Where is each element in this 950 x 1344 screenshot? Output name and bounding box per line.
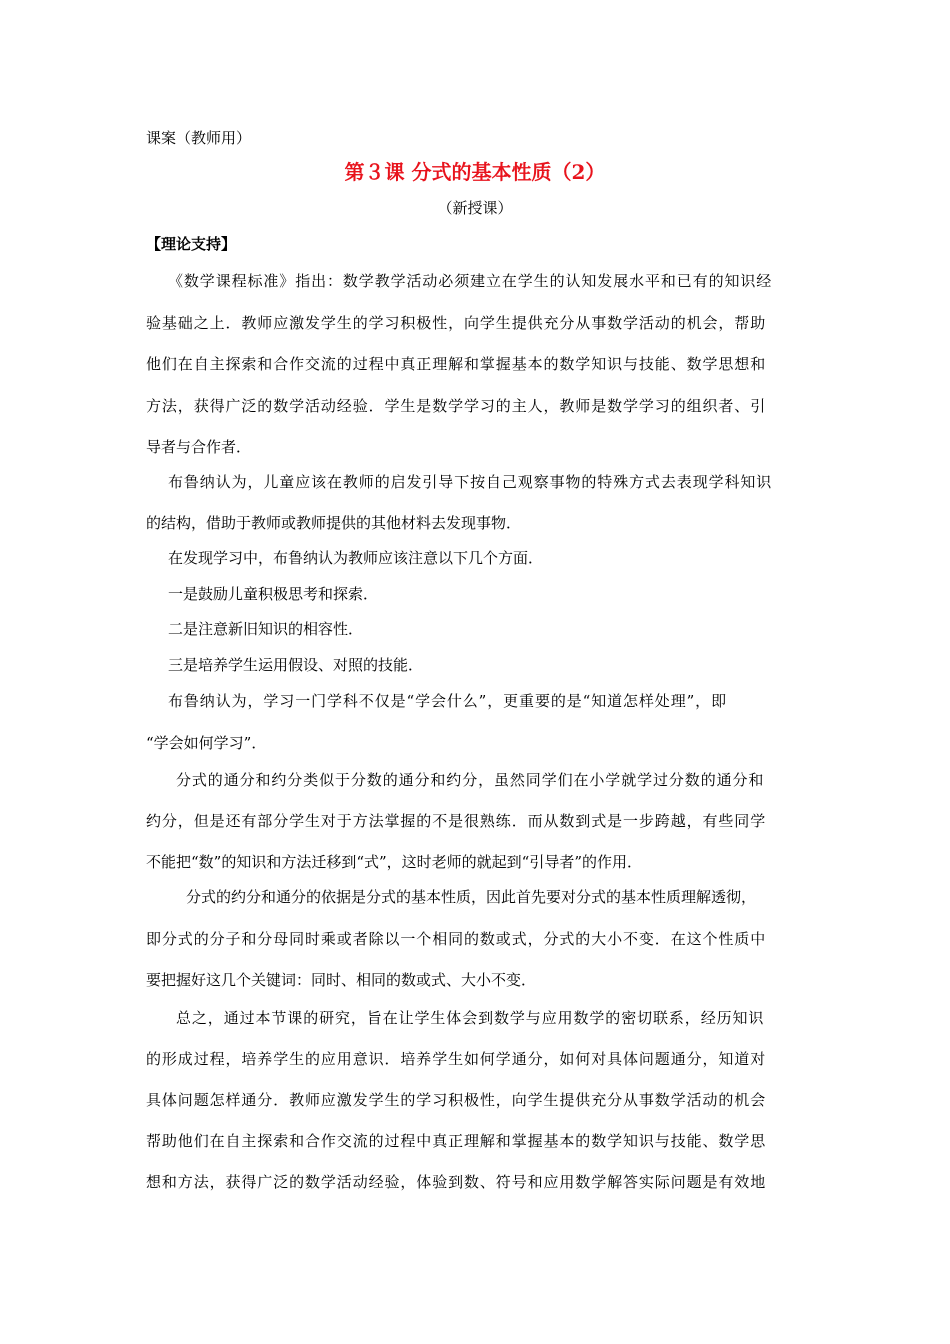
body-line: 二是注意新旧知识的相容性． (168, 620, 364, 638)
header-label: 课案（教师用） (146, 129, 252, 147)
body-line: 具体问题怎样通分．教师应激发学生的学习积极性，向学生提供充分从事数学活动的机会 (146, 1091, 767, 1109)
body-line: 约分，但是还有部分学生对于方法掌握的不是很熟练．而从数到式是一步跨越，有些同学 (146, 812, 767, 830)
page-title: 第３课 分式的基本性质（2） (344, 160, 606, 184)
body-line: 三是培养学生运用假设、对照的技能． (168, 656, 424, 674)
body-line: 《数学课程标准》指出：数学教学活动必须建立在学生的认知发展水平和已有的知识经 (168, 272, 773, 290)
body-line: 他们在自主探索和合作交流的过程中真正理解和掌握基本的数学知识与技能、数学思想和 (146, 355, 767, 373)
page-subtitle: （新授课） (437, 199, 513, 217)
body-line: 一是鼓励儿童积极思考和探索． (168, 585, 379, 603)
body-line: 在发现学习中，布鲁纳认为教师应该注意以下几个方面． (168, 549, 544, 567)
body-line: 总之，通过本节课的研究，旨在让学生体会到数学与应用数学的密切联系，经历知识 (176, 1009, 765, 1027)
body-line: 的形成过程，培养学生的应用意识．培养学生如何学通分，如何对具体问题通分，知道对 (146, 1050, 767, 1068)
body-line: 分式的通分和约分类似于分数的通分和约分，虽然同学们在小学就学过分数的通分和 (176, 771, 765, 789)
body-line: 布鲁纳认为，学习一门学科不仅是“学会什么”，更重要的是“知道怎样处理”，即 (168, 692, 727, 710)
body-line: 想和方法，获得广泛的数学活动经验，体验到数、符号和应用数学解答实际问题是有效地 (146, 1173, 767, 1191)
body-line: 即分式的分子和分母同时乘或者除以一个相同的数或式，分式的大小不变．在这个性质中 (146, 930, 767, 948)
body-line: 导者与合作者． (146, 438, 252, 456)
body-line: 布鲁纳认为，儿童应该在教师的启发引导下按自己观察事物的特殊方式去表现学科知识 (168, 473, 773, 491)
section-heading: 【理论支持】 (146, 235, 237, 253)
body-line: 不能把“数”的知识和方法迁移到“式”，这时老师的就起到“引导者”的作用． (146, 853, 643, 871)
body-line: 验基础之上．教师应激发学生的学习积极性，向学生提供充分从事数学活动的机会，帮助 (146, 314, 767, 332)
body-line: 的结构，借助于教师或教师提供的其他材料去发现事物． (146, 514, 522, 532)
body-line: 要把握好这几个关键词：同时、相同的数或式、大小不变． (146, 971, 537, 989)
body-line: 分式的约分和通分的依据是分式的基本性质，因此首先要对分式的基本性质理解透彻， (186, 888, 757, 906)
body-line: 帮助他们在自主探索和合作交流的过程中真正理解和掌握基本的数学知识与技能、数学思 (146, 1132, 767, 1150)
body-line: “学会如何学习”． (146, 734, 267, 752)
body-line: 方法，获得广泛的数学活动经验．学生是数学学习的主人，教师是数学学习的组织者、引 (146, 397, 767, 415)
